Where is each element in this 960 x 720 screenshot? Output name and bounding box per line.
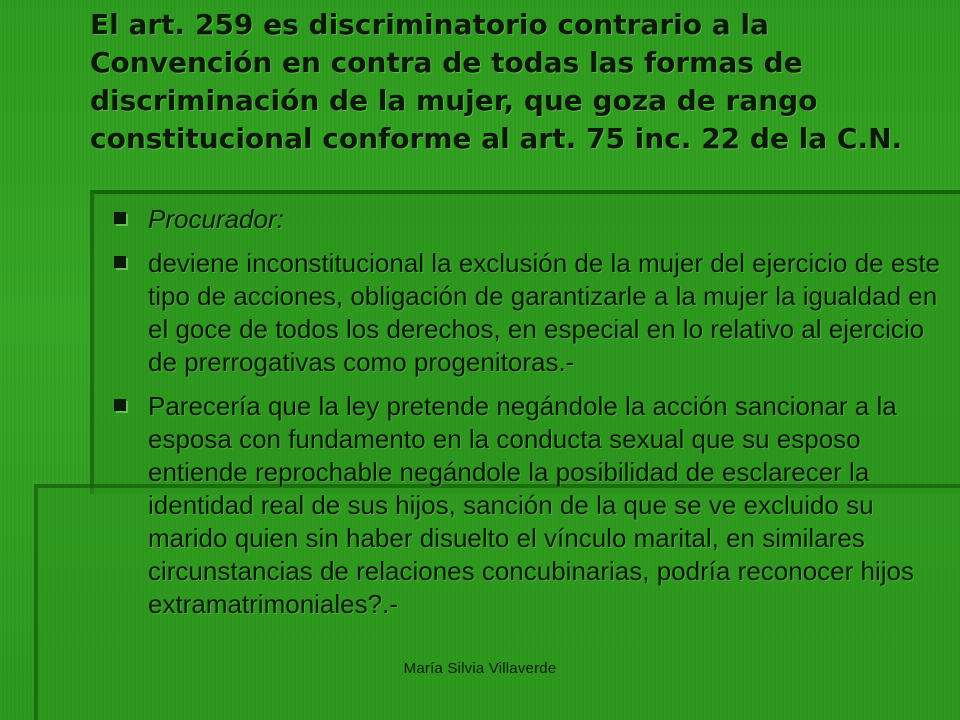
footer-author: María Silvia Villaverde [403, 660, 557, 677]
bullet-list [112, 203, 942, 632]
bullet-text: Parecería que la ley pretende negándole la acción sancionar a la esposa con fundamento en la conducta sexual que su esposo entiende reprochable negándole la posibilidad de esclarecer la identidad real de sus hijos, sanción de la que se ve excluido su marido quien sin haber disuelto el vínculo marital, en similares circunstancias de relaciones concubinarias, podría reconocer hijos extramatrimoniales?.- [148, 391, 914, 619]
bullet-item-inconstitucional [112, 247, 942, 379]
bullet-text: deviene inconstitucional la exclusión de la mujer del ejercicio de este tipo de acciones, obligación de garantizarle a la mujer la igualdad en el goce de todos los derechos, en especial en lo relativo al ejercicio de prerrogativas como progenitoras.- [148, 248, 941, 377]
slide-title: El art. 259 es discriminatorio contrario a la Convención en contra de todas las formas de discriminación de la mujer, que goza de rango constitucional conforme al art. 75 inc. 22 de la C.N. [90, 8, 903, 155]
square-bullet-icon [114, 256, 126, 268]
square-bullet-icon [114, 212, 126, 224]
bullet-item-pareceria [112, 390, 942, 621]
bullet-item-procurador [112, 203, 942, 236]
square-bullet-icon [114, 399, 126, 411]
bullet-text: Procurador: [148, 204, 284, 234]
